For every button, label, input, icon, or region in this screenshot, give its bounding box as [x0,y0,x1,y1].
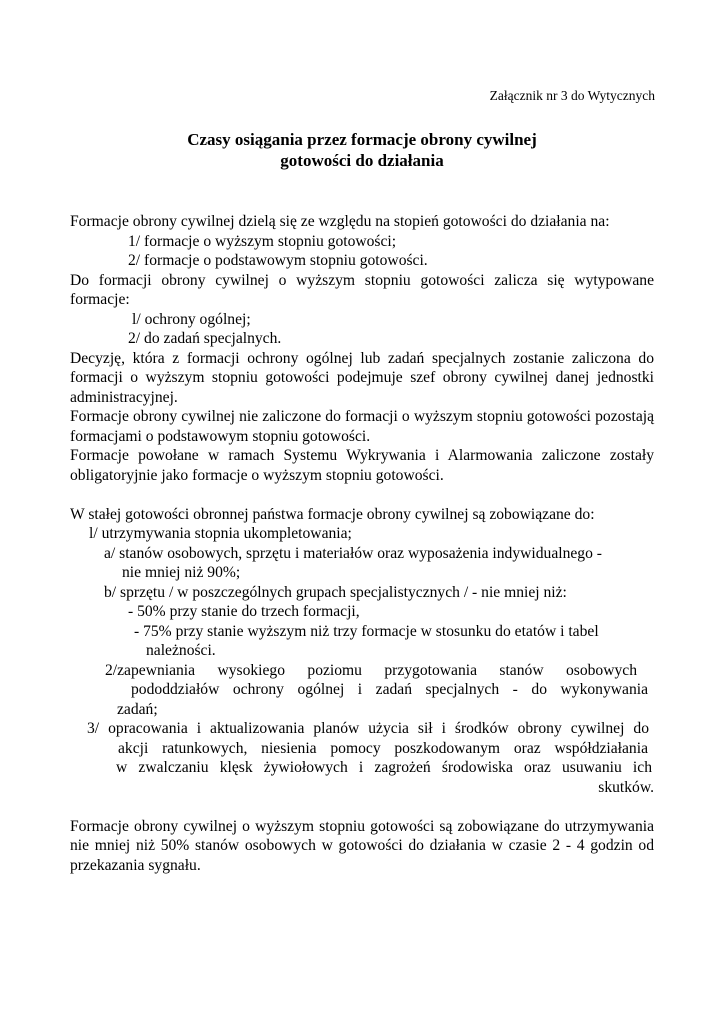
higher-readiness-paragraph: Do formacji obrony cywilnej o wyższym stopniu gotowości zalicza się wytypowane formacje: [70,271,654,308]
obligation-1b-item: - 75% przy stanie wyższym niż trzy formacje w stosunku do etatów i tabel [134,622,599,640]
document-title [0,129,724,171]
higher-type-item: 2/ do zadań specjalnych. [128,330,282,347]
obligations-intro: W stałej gotowości obronnej państwa formacje obrony cywilnej są zobowiązane do: [70,505,595,523]
obligation-2-line: zadań; [117,700,158,718]
intro-paragraph: Formacje obrony cywilnej dzielą się ze względu na stopień gotowości do działania na: [70,213,610,230]
obligation-2-line: pododdziałów ochrony ogólnej i zadań specjalnych - do wykonywania [131,681,648,698]
obligation-1b-item: - 50% przy stanie do trzech formacji, [128,603,360,620]
obligation-3-line: w zwalczaniu klęsk żywiołowych i zagrożeń środowiska oraz usuwaniu ich [116,759,652,776]
readiness-level-item: 1/ formacje o wyższym stopniu gotowości; [128,232,397,250]
obligation-3-line: 3/ opracowania i aktualizowania planów użycia sił i środków obrony cywilnej do [87,720,649,737]
higher-type-item: l/ ochrony ogólnej; [132,310,251,328]
readiness-level-item: 2/ formacje o podstawowym stopniu gotowości. [128,252,428,269]
obligation-2-line: 2/zapewniania wysokiego poziomu przygotowania stanów osobowych [105,661,637,679]
obligation-3-line: skutków. [598,778,654,796]
spacer [70,485,654,505]
annex-label: Załącznik nr 3 do Wytycznych [489,88,655,103]
title-line-2: gotowości do działania [280,151,444,170]
document-body [70,212,654,875]
obligation-1: l/ utrzymywania stopnia ukompletowania; [89,525,352,542]
swa-paragraph: Formacje powołane w ramach Systemu Wykrywania i Alarmowania zaliczone zostały obligatoryjnie jako formacje o wyższym stopniu gotowości. [70,447,654,484]
title-line-1: Czasy osiągania przez formacje obrony cywilnej [187,130,537,149]
spacer [70,797,654,817]
obligation-1a-line: a/ stanów osobowych, sprzętu i materiałów oraz wyposażenia indywidualnego - [104,544,602,562]
final-paragraph: Formacje obrony cywilnej o wyższym stopniu gotowości są zobowiązane do utrzymywania nie mniej niż 50% stanów osobowych w gotowości do działania w czasie 2 - 4 godzin od przekazania sygnału. [70,817,654,874]
obligation-3-line: akcji ratunkowych, niesienia pomocy poszkodowanym oraz współdziałania [118,739,648,757]
obligation-1a-line: nie mniej niż 90%; [122,564,241,581]
decision-paragraph: Decyzję, która z formacji ochrony ogólnej lub zadań specjalnych zostanie zaliczona do formacji o wyższym stopniu gotowości podejmuje szef obrony cywilnej danej jednostki administracyjnej. [70,349,654,406]
obligation-1b: b/ sprzętu / w poszczególnych grupach specjalistycznych / - nie mniej niż: [104,583,567,601]
obligation-1b-item: należności. [146,642,216,659]
basic-readiness-paragraph: Formacje obrony cywilnej nie zaliczone do formacji o wyższym stopniu gotowości pozostają formacjami o podstawowym stopniu gotowości. [70,408,654,445]
